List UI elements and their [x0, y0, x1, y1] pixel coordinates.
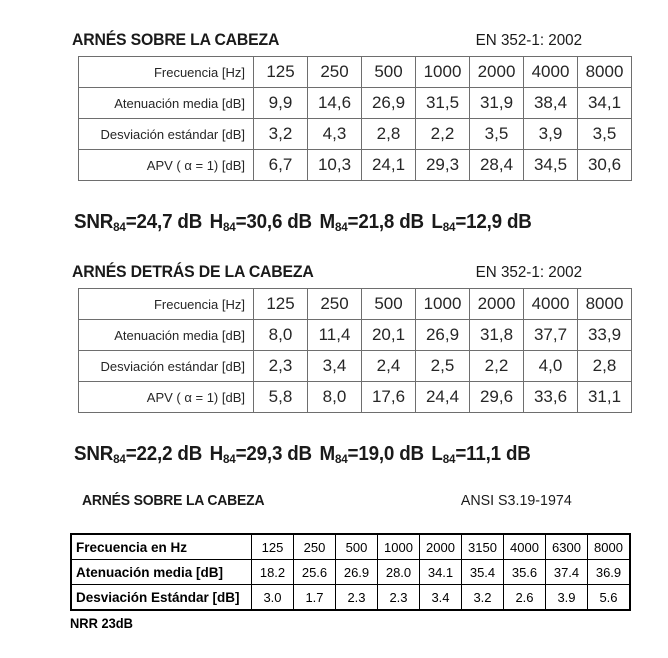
row-label-standard-deviation: Desviación estándar [dB]: [79, 351, 254, 382]
cell-freq-5: 3150: [462, 534, 504, 560]
cell-sd-4: 3.4: [420, 585, 462, 611]
cell-mean-5: 37,7: [524, 320, 578, 351]
m-value-1: =21,8 dB: [347, 211, 424, 233]
attenuation-table-2: [78, 288, 632, 413]
cell-freq-4: 2000: [470, 289, 524, 320]
cell-freq-4: 2000: [470, 57, 524, 88]
cell-mean-6: 33,9: [578, 320, 632, 351]
row-label-standard-deviation: Desviación estándar [dB]: [79, 119, 254, 150]
row-label-standard-deviation: Desviación Estándar [dB]: [71, 585, 252, 611]
cell-sd-5: 4,0: [524, 351, 578, 382]
cell-apv-0: 5,8: [254, 382, 308, 413]
nrr-value: NRR 23dB: [70, 615, 133, 631]
section-1-summary: [74, 211, 532, 234]
cell-freq-3: 1000: [416, 289, 470, 320]
cell-mean-1: 14,6: [308, 88, 362, 119]
cell-freq-3: 1000: [378, 534, 420, 560]
l-subscript-1: 84: [442, 219, 456, 234]
cell-freq-4: 2000: [420, 534, 462, 560]
cell-freq-6: 4000: [504, 534, 546, 560]
cell-sd-1: 3,4: [308, 351, 362, 382]
cell-freq-1: 250: [308, 57, 362, 88]
l-label-2: L: [431, 443, 443, 465]
cell-apv-4: 29,6: [470, 382, 524, 413]
section-2-standard: EN 352-1: 2002: [475, 264, 582, 281]
cell-sd-2: 2,8: [362, 119, 416, 150]
section-3-standard: ANSI S3.19-1974: [461, 492, 572, 509]
table-row-standard-deviation: [71, 585, 630, 611]
m-value-2: =19,0 dB: [347, 443, 424, 465]
snr-label-2: SNR: [74, 443, 114, 465]
cell-sd-0: 3.0: [252, 585, 294, 611]
cell-mean-7: 37.4: [546, 560, 588, 585]
m-subscript-1: 84: [334, 219, 348, 234]
cell-mean-6: 35.6: [504, 560, 546, 585]
cell-sd-1: 1.7: [294, 585, 336, 611]
table-row-standard-deviation: [79, 119, 632, 150]
cell-freq-1: 250: [294, 534, 336, 560]
table-row-mean-attenuation: [79, 320, 632, 351]
table-row-apv: [79, 382, 632, 413]
row-label-mean-attenuation: Atenuación media [dB]: [79, 88, 254, 119]
section-3-title: ARNÉS SOBRE LA CABEZA: [82, 492, 265, 509]
cell-mean-8: 36.9: [588, 560, 631, 585]
cell-sd-1: 4,3: [308, 119, 362, 150]
table-row-frequency: [79, 289, 632, 320]
cell-freq-3: 1000: [416, 57, 470, 88]
cell-apv-5: 34,5: [524, 150, 578, 181]
cell-mean-0: 18.2: [252, 560, 294, 585]
snr-subscript-1: 84: [113, 219, 126, 234]
cell-freq-0: 125: [252, 534, 294, 560]
cell-sd-5: 3.2: [462, 585, 504, 611]
cell-sd-4: 3,5: [470, 119, 524, 150]
cell-sd-0: 2,3: [254, 351, 308, 382]
cell-mean-3: 26,9: [416, 320, 470, 351]
cell-freq-2: 500: [362, 57, 416, 88]
row-label-frequency: Frecuencia [Hz]: [79, 57, 254, 88]
cell-freq-6: 8000: [578, 57, 632, 88]
cell-mean-4: 31,9: [470, 88, 524, 119]
section-2-title: ARNÉS DETRÁS DE LA CABEZA: [72, 262, 314, 281]
cell-sd-2: 2,4: [362, 351, 416, 382]
cell-sd-0: 3,2: [254, 119, 308, 150]
h-subscript-2: 84: [223, 451, 236, 466]
l-label-1: L: [431, 211, 443, 233]
table-row-mean-attenuation: [71, 560, 630, 585]
cell-apv-5: 33,6: [524, 382, 578, 413]
cell-mean-0: 9,9: [254, 88, 308, 119]
table-row-apv: [79, 150, 632, 181]
cell-sd-6: 2,8: [578, 351, 632, 382]
attenuation-table-1: [78, 56, 632, 181]
cell-freq-1: 250: [308, 289, 362, 320]
cell-mean-2: 20,1: [362, 320, 416, 351]
cell-mean-2: 26,9: [362, 88, 416, 119]
l-value-1: =12,9 dB: [455, 211, 532, 233]
section-1-heading: [72, 30, 582, 50]
cell-freq-2: 500: [336, 534, 378, 560]
l-value-2: =11,1 dB: [455, 443, 531, 465]
cell-apv-6: 31,1: [578, 382, 632, 413]
table-row-standard-deviation: [79, 351, 632, 382]
cell-sd-8: 5.6: [588, 585, 631, 611]
cell-mean-3: 28.0: [378, 560, 420, 585]
cell-sd-4: 2,2: [470, 351, 524, 382]
cell-apv-3: 29,3: [416, 150, 470, 181]
row-label-frequency: Frecuencia [Hz]: [79, 289, 254, 320]
cell-sd-6: 3,5: [578, 119, 632, 150]
section-1-standard: EN 352-1: 2002: [475, 32, 582, 49]
cell-sd-7: 3.9: [546, 585, 588, 611]
table-row-mean-attenuation: [79, 88, 632, 119]
cell-freq-5: 4000: [524, 57, 578, 88]
cell-apv-2: 24,1: [362, 150, 416, 181]
cell-mean-5: 38,4: [524, 88, 578, 119]
table-row-frequency: [71, 534, 630, 560]
l-subscript-2: 84: [442, 451, 456, 466]
cell-apv-2: 17,6: [362, 382, 416, 413]
cell-mean-1: 25.6: [294, 560, 336, 585]
h-value-1: =30,6 dB: [235, 211, 312, 233]
row-label-apv: APV ( α = 1) [dB]: [79, 150, 254, 181]
cell-apv-3: 24,4: [416, 382, 470, 413]
snr-subscript-2: 84: [113, 451, 126, 466]
cell-mean-4: 34.1: [420, 560, 462, 585]
snr-value-1: =24,7 dB: [125, 211, 203, 233]
cell-freq-5: 4000: [524, 289, 578, 320]
cell-sd-3: 2,5: [416, 351, 470, 382]
cell-sd-2: 2.3: [336, 585, 378, 611]
cell-mean-2: 26.9: [336, 560, 378, 585]
cell-sd-5: 3,9: [524, 119, 578, 150]
cell-sd-6: 2.6: [504, 585, 546, 611]
snr-value-2: =22,2 dB: [125, 443, 203, 465]
h-subscript-1: 84: [223, 219, 236, 234]
cell-apv-6: 30,6: [578, 150, 632, 181]
row-label-apv: APV ( α = 1) [dB]: [79, 382, 254, 413]
cell-freq-8: 8000: [588, 534, 631, 560]
m-subscript-2: 84: [334, 451, 348, 466]
cell-sd-3: 2.3: [378, 585, 420, 611]
cell-apv-1: 10,3: [308, 150, 362, 181]
section-1-title: ARNÉS SOBRE LA CABEZA: [72, 30, 280, 49]
attenuation-table-3: [70, 533, 631, 611]
cell-freq-2: 500: [362, 289, 416, 320]
h-value-2: =29,3 dB: [235, 443, 312, 465]
h-label-1: H: [209, 211, 224, 233]
section-2-summary: [74, 443, 531, 466]
section-2-heading: [72, 262, 582, 282]
cell-mean-5: 35.4: [462, 560, 504, 585]
cell-freq-7: 6300: [546, 534, 588, 560]
cell-mean-3: 31,5: [416, 88, 470, 119]
cell-mean-6: 34,1: [578, 88, 632, 119]
cell-apv-0: 6,7: [254, 150, 308, 181]
cell-apv-1: 8,0: [308, 382, 362, 413]
row-label-frequency: Frecuencia en Hz: [71, 534, 252, 560]
cell-apv-4: 28,4: [470, 150, 524, 181]
cell-mean-4: 31,8: [470, 320, 524, 351]
row-label-mean-attenuation: Atenuación media [dB]: [79, 320, 254, 351]
table-row-frequency: [79, 57, 632, 88]
cell-freq-6: 8000: [578, 289, 632, 320]
cell-mean-1: 11,4: [308, 320, 362, 351]
h-label-2: H: [209, 443, 224, 465]
m-label-1: M: [319, 211, 335, 233]
section-3-heading: [82, 492, 572, 509]
cell-freq-0: 125: [254, 289, 308, 320]
cell-mean-0: 8,0: [254, 320, 308, 351]
snr-label-1: SNR: [74, 211, 114, 233]
cell-sd-3: 2,2: [416, 119, 470, 150]
row-label-mean-attenuation: Atenuación media [dB]: [71, 560, 252, 585]
m-label-2: M: [319, 443, 335, 465]
cell-freq-0: 125: [254, 57, 308, 88]
